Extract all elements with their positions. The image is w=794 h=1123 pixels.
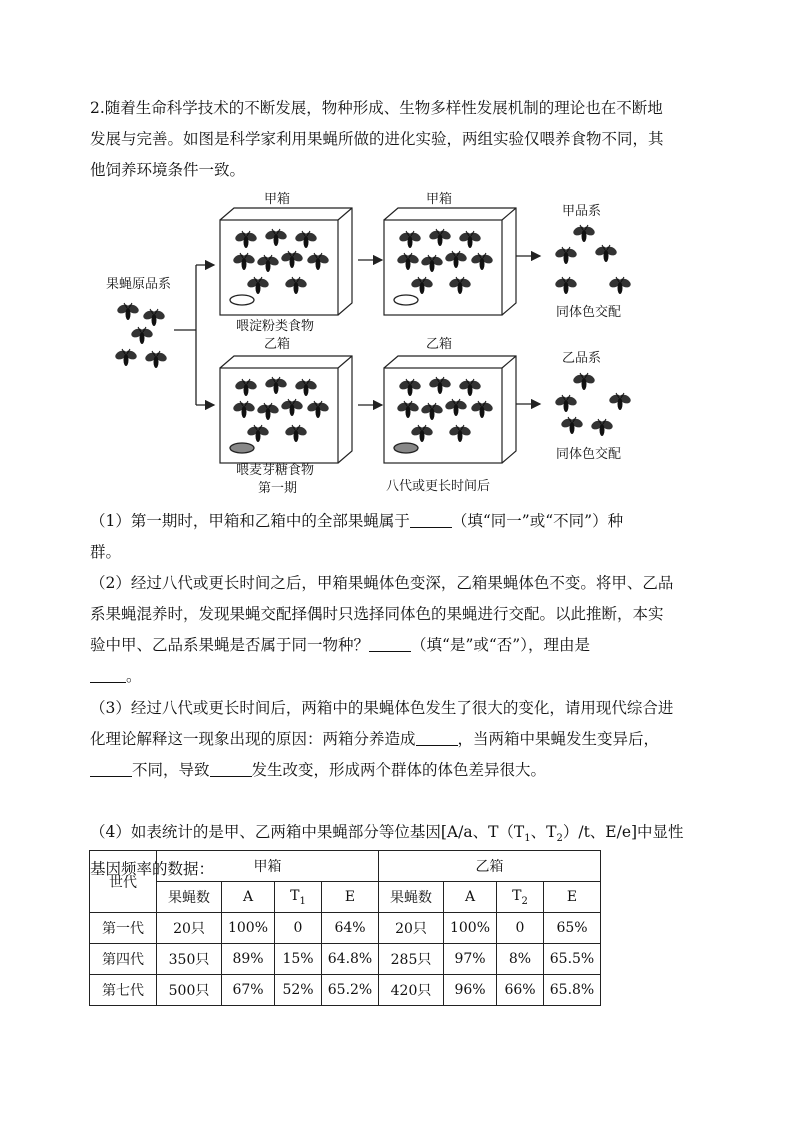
table-cell: 64% [322,913,379,944]
table-row [90,944,601,975]
table-subheader: A [222,882,275,913]
table-group-a: 甲箱 [157,851,379,882]
box-a2-flies [396,229,494,294]
table-cell: 66% [497,975,544,1006]
allele-frequency-table [89,850,601,1006]
label-box-a2: 甲箱 [426,192,453,207]
q4-line-1-end: ）/t、E/e]中显性 [562,823,684,841]
q2-line-3a: 验中甲、乙品系果蝇是否属于同一物种？ [90,636,370,654]
branch-arrows [174,265,214,405]
table-cell: 65% [544,913,601,944]
box-b-flies [232,377,330,442]
q3-line-3b: 发生改变，形成两个群体的体色差异很大。 [251,761,547,779]
label-strain-b: 乙品系 [562,351,602,366]
table-cell: 0 [275,913,322,944]
table-subheader: 果蝇数 [157,882,222,913]
q2-line-3b: （填“是”或“否”），理由是 [411,636,590,654]
food-dish-starch [230,295,254,305]
table-corner: 世代 [90,851,157,913]
experiment-diagram [96,190,696,500]
table-subheader: $T_1$ [275,882,322,913]
sub-question-3 [90,693,710,786]
q1-text-a: （1）第一期时，甲箱和乙箱中的全部果蝇属于 [90,512,410,530]
label-box-b: 乙箱 [264,337,291,352]
q3-answer-blank-2[interactable] [90,759,132,777]
q1-text-c: 群。 [90,543,122,561]
experiment-figure [96,190,696,500]
table-cell: 500只 [157,975,222,1006]
table-cell-gen: 第一代 [90,913,157,944]
q3-line-1: （3）经过八代或更长时间后，两箱中的果蝇体色发生了很大的变化，请用现代综合进 [90,699,674,717]
intro-line-1: 2.随着生命科学技术的不断发展，物种形成、生物多样性发展机制的理论也在不断地 [90,99,663,117]
q3-answer-blank-3[interactable] [210,759,252,777]
table-header-row-2 [90,882,601,913]
q3-line-2b: ，当两箱中果蝇发生变异后， [457,730,660,748]
table-cell: 20只 [157,913,222,944]
table-cell: 96% [444,975,497,1006]
q4-line-2: 基因频率的数据： [90,860,215,879]
table-cell: 420只 [379,975,444,1006]
box-b2-flies [396,377,494,442]
label-mating-a: 同体色交配 [556,305,622,320]
table-cell: 64.8% [322,944,379,975]
table-subheader: E [544,882,601,913]
q3-line-3a: 不同，导致 [132,761,210,779]
food-dish-maltose-2 [394,443,418,453]
table-row [90,913,601,944]
label-mating-b: 同体色交配 [556,447,622,462]
q4-sub-1: 1 [524,833,531,845]
label-food-a: 喂淀粉类食物 [236,319,315,334]
intro-line-2: 发展与完善。如图是科学家利用果蝇所做的进化实验，两组实验仅喂养食物不同，其 [90,130,664,148]
q4-mid: 、T [530,823,557,841]
label-origin: 果蝇原品系 [106,277,172,292]
strain-a-flies [554,225,632,294]
question-intro [90,93,710,186]
table-cell: 15% [275,944,322,975]
q3-answer-blank-1[interactable] [416,728,458,746]
table-cell: 65.2% [322,975,379,1006]
table-cell: 97% [444,944,497,975]
table-cell: 89% [222,944,275,975]
q1-text-b: （填“同一”或“不同”）种 [451,512,624,530]
table-cell-gen: 第四代 [90,944,157,975]
q2-line-4: 。 [126,667,142,685]
table-cell: 350只 [157,944,222,975]
label-strain-a: 甲品系 [562,204,602,219]
label-period-1: 第一期 [258,481,298,496]
table-cell: 285只 [379,944,444,975]
table-header-row-1 [90,851,601,882]
q3-line-2a: 化理论解释这一现象出现的原因：两箱分养造成 [90,730,416,748]
label-box-b2: 乙箱 [426,337,453,352]
label-box-a: 甲箱 [264,192,291,207]
q4-line-1: （4）如表统计的是甲、乙两箱中果蝇部分等位基因[A/a、T（T [90,823,525,841]
food-dish-starch-2 [394,295,418,305]
table-row [90,975,601,1006]
box-a-flies [232,229,330,294]
table-subheader: $T_2$ [497,882,544,913]
table-cell: 67% [222,975,275,1006]
label-period-2: 八代或更长时间后 [386,479,491,494]
table-cell: 100% [444,913,497,944]
table-cell: 65.5% [544,944,601,975]
q4-sub-2: 2 [556,833,563,845]
table-cell-gen: 第七代 [90,975,157,1006]
table-subheader: 果蝇数 [379,882,444,913]
q2-answer-blank-2[interactable] [90,665,126,683]
label-food-b: 喂麦芽糖食物 [236,463,315,478]
table-cell: 100% [222,913,275,944]
intro-line-3: 他饲养环境条件一致。 [90,161,246,179]
table-cell: 52% [275,975,322,1006]
origin-flies [114,303,168,368]
table-cell: 20只 [379,913,444,944]
table-group-b: 乙箱 [379,851,601,882]
table-cell: 0 [497,913,544,944]
strain-b-flies [554,373,632,436]
table-subheader: E [322,882,379,913]
table-cell: 65.8% [544,975,601,1006]
food-dish-maltose [230,443,254,453]
q1-answer-blank[interactable] [410,510,452,528]
q2-line-1: （2）经过八代或更长时间之后，甲箱果蝇体色变深，乙箱果蝇体色不变。将甲、乙品 [90,574,674,592]
q2-line-2: 系果蝇混养时，发现果蝇交配择偶时只选择同体色的果蝇进行交配。以此推断，本实 [90,605,664,623]
table-cell: 8% [497,944,544,975]
sub-question-2 [90,568,710,692]
table-subheader: A [444,882,497,913]
q2-answer-blank-1[interactable] [369,634,411,652]
sub-question-1 [90,506,710,568]
